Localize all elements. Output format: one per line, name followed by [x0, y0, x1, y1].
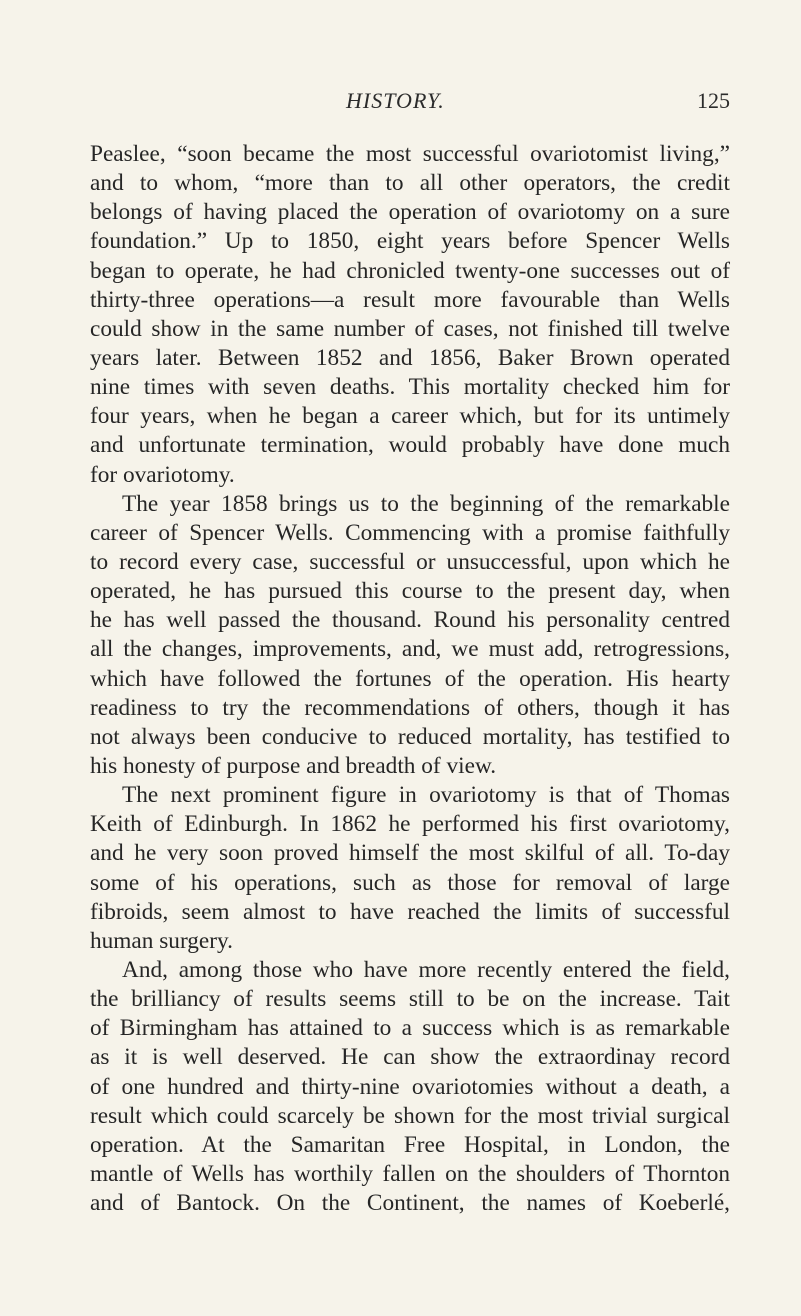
text-line: Peaslee, “soon became the most successful ovariotomist living,”	[90, 141, 730, 167]
text-line: foundation.” Up to 1850, eight years before Spencer Wells	[90, 228, 730, 255]
text-line: began to operate, he had chronicled twenty-one successes out of	[90, 257, 730, 284]
text-line: and he very soon proved himself the most skilful of all. To-day	[90, 840, 730, 867]
text-line: his honesty of purpose and breadth of view.	[90, 752, 497, 779]
text-line: readiness to try the recommendations of others, though it has	[90, 694, 730, 721]
text-line: operated, he has pursued this course to the present day, when	[90, 578, 730, 605]
text-line: mantle of Wells has worthily fallen on the shoulders of Thornton	[90, 1160, 730, 1187]
text-line: and unfortunate termination, would probably have done much	[90, 432, 730, 459]
text-line: belongs of having placed the operation of ovariotomy on a sure	[90, 199, 730, 226]
text-line: thirty-three operations—a result more favourable than Wells	[90, 286, 730, 313]
text-line: all the changes, improvements, and, we must add, retrogressions,	[90, 636, 730, 663]
text-line: career of Spencer Wells. Commencing with a promise faithfully	[90, 519, 730, 546]
text-line: Keith of Edinburgh. In 1862 he performed his first ovariotomy,	[90, 811, 730, 838]
text-line: of Birmingham has attained to a success which is as remarkable	[90, 1015, 730, 1042]
text-line: for ovariotomy.	[90, 461, 235, 488]
text-line: he has well passed the thousand. Round his personality centred	[90, 607, 730, 634]
text-line: as it is well deserved. He can show the extraordinay record	[90, 1044, 730, 1071]
text-line: result which could scarcely be shown for the most trivial surgical	[90, 1102, 730, 1129]
text-line: to record every case, successful or unsuccessful, upon which he	[90, 548, 730, 575]
text-line: nine times with seven deaths. This mortality checked him for	[90, 374, 730, 401]
text-line: years later. Between 1852 and 1856, Baker Brown operated	[90, 344, 730, 371]
text-line: fibroids, seem almost to have reached the limits of successful	[90, 898, 730, 925]
text-line: The year 1858 brings us to the beginning of the remarkable	[122, 490, 730, 517]
text-line: some of his operations, such as those for removal of large	[90, 869, 730, 896]
running-header	[90, 88, 730, 118]
text-line: four years, when he began a career which, but for its untimely	[90, 403, 730, 430]
running-title: HISTORY.	[346, 88, 445, 113]
text-line: not always been conducive to reduced mortality, has testified to	[90, 723, 730, 750]
text-line: of one hundred and thirty-nine ovariotomies without a death, a	[90, 1073, 730, 1100]
page-number: 125	[697, 88, 730, 113]
text-line: and to whom, “more than to all other operators, the credit	[90, 170, 730, 197]
text-line: And, among those who have more recently entered the field,	[122, 956, 730, 983]
text-line: could show in the same number of cases, not finished till twelve	[90, 315, 730, 342]
text-line: operation. At the Samaritan Free Hospital, in London, the	[90, 1131, 730, 1158]
text-line: The next prominent figure in ovariotomy is that of Thomas	[122, 782, 730, 809]
body-text	[90, 140, 730, 1218]
text-line: human surgery.	[90, 927, 233, 954]
text-line: and of Bantock. On the Continent, the names of Koeberlé,	[90, 1190, 730, 1217]
text-line: the brilliancy of results seems still to be on the increase. Tait	[90, 986, 730, 1013]
text-line: which have followed the fortunes of the operation. His hearty	[90, 665, 730, 692]
